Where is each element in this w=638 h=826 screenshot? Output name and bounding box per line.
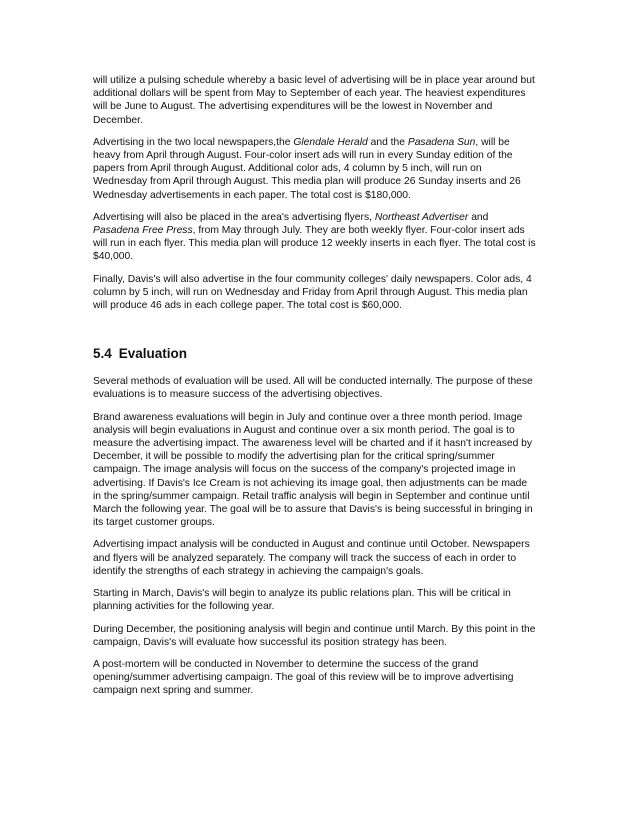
text-line bbox=[93, 224, 548, 237]
text-line: measure the advertising impact. The awareness level will be charted and if it hasn't increased by bbox=[93, 438, 533, 450]
text-line: Several methods of evaluation will be used. All will be conducted internally. The purpose of these bbox=[93, 376, 533, 388]
text-run: and the bbox=[367, 136, 408, 148]
text-run: , from May through July. They are both weekly flyer. Four-color insert ads bbox=[192, 225, 525, 237]
text-line: its target customer groups. bbox=[93, 517, 215, 529]
intro-paragraph bbox=[93, 74, 548, 127]
text-line: heavy from April through August. Four-color insert ads will run in every Sunday edition of the bbox=[93, 150, 513, 162]
text-line: March the following year. The goal will be to assure that Davis's is being successful in bringing in bbox=[93, 504, 533, 516]
text-line: identify the strengths of each strategy in achieving the campaign's goals. bbox=[93, 565, 424, 577]
evaluation-intro-paragraph bbox=[93, 375, 548, 401]
text-line: planning activities for the following year. bbox=[93, 601, 275, 613]
text-run: and bbox=[468, 211, 489, 223]
text-line bbox=[93, 211, 548, 224]
text-line: campaign next spring and summer. bbox=[93, 685, 254, 697]
text-line: Wednesday advertisements in each paper. The total cost is $180,000. bbox=[93, 189, 411, 201]
text-line: papers from April through August. Additional color ads, 4 column by 5 inch, will run on bbox=[93, 163, 482, 175]
text-line: will produce 46 ads in each college paper. The total cost is $60,000. bbox=[93, 300, 402, 312]
text-line: analysis will begin evaluations in August and continue over a six month period. The goal is to bbox=[93, 424, 515, 436]
section-heading bbox=[93, 346, 548, 362]
flyers-paragraph bbox=[93, 211, 548, 264]
text-line: evaluations is to measure success of the advertising objectives. bbox=[93, 389, 383, 401]
impact-analysis-paragraph bbox=[93, 538, 548, 578]
publication-name: Glendale Herald bbox=[293, 136, 368, 148]
publication-name: Pasadena Free Press bbox=[93, 225, 193, 237]
colleges-paragraph bbox=[93, 273, 548, 313]
text-line: December. bbox=[93, 114, 143, 126]
text-line: will be June to August. The advertising expenditures will be the lowest in November and bbox=[93, 101, 493, 113]
newspapers-paragraph bbox=[93, 136, 548, 202]
section-title: Evaluation bbox=[118, 346, 188, 362]
text-run: , will be bbox=[475, 136, 510, 148]
text-line: additional dollars will be spent from May to September of each year. The heaviest expenditures bbox=[93, 88, 526, 100]
publication-name: Pasadena Sun bbox=[407, 136, 476, 148]
text-line: $40,000. bbox=[93, 251, 134, 263]
brand-awareness-paragraph bbox=[93, 411, 548, 530]
text-line: and flyers will be analyzed separately. The company will track the success of each in order to bbox=[93, 552, 517, 564]
publication-name: Northeast Advertiser bbox=[374, 211, 469, 223]
text-line: December, it will be possible to modify the advertising plan for the critical spring/summer bbox=[93, 451, 495, 463]
text-line: opening/summer advertising campaign. The goal of this review will be to improve advertising bbox=[93, 672, 514, 684]
text-line: Brand awareness evaluations will begin in July and continue over a three month period. Image bbox=[93, 411, 523, 423]
text-line: will run in each flyer. This media plan will produce 12 weekly inserts in each flyer. The total cost is bbox=[93, 238, 536, 250]
text-line: column by 5 inch, will run on Wednesday and Friday from April through August. This media plan bbox=[93, 286, 528, 298]
public-relations-paragraph bbox=[93, 587, 548, 613]
text-line: Starting in March, Davis's will begin to analyze its public relations plan. This will be critical in bbox=[93, 588, 511, 600]
section-number: 5.4 bbox=[93, 346, 112, 362]
text-line: Advertising impact analysis will be conducted in August and continue until October. Newspapers bbox=[93, 539, 530, 551]
post-mortem-paragraph bbox=[93, 658, 548, 698]
text-line: campaign, Davis's will evaluate how successful its position strategy has been. bbox=[93, 636, 447, 648]
text-line: A post-mortem will be conducted in November to determine the success of the grand bbox=[93, 658, 479, 670]
text-run: Advertising in the two local newspapers,the bbox=[93, 136, 294, 148]
text-line: campaign. The image analysis will focus on the success of the company's projected image in bbox=[93, 464, 516, 476]
text-line: advertising. If Davis's Ice Cream is not achieving its image goal, then adjustments can be made bbox=[93, 477, 528, 489]
text-line: Finally, Davis's will also advertise in the four community colleges' daily newspapers. Color ads, 4 bbox=[93, 273, 532, 285]
text-line: will utilize a pulsing schedule whereby a basic level of advertising will be in place year around but bbox=[93, 75, 535, 86]
text-line: in the spring/summer campaign. Retail traffic analysis will begin in September and continue until bbox=[93, 490, 530, 502]
page-content bbox=[93, 74, 548, 707]
text-line bbox=[93, 136, 548, 149]
text-line: Wednesday from April through August. This media plan will produce 26 Sunday inserts and 26 bbox=[93, 176, 521, 188]
positioning-paragraph bbox=[93, 623, 548, 649]
text-line: During December, the positioning analysis will begin and continue until March. By this point in the bbox=[93, 623, 536, 635]
text-run: Advertising will also be placed in the area's advertising flyers, bbox=[93, 211, 375, 223]
